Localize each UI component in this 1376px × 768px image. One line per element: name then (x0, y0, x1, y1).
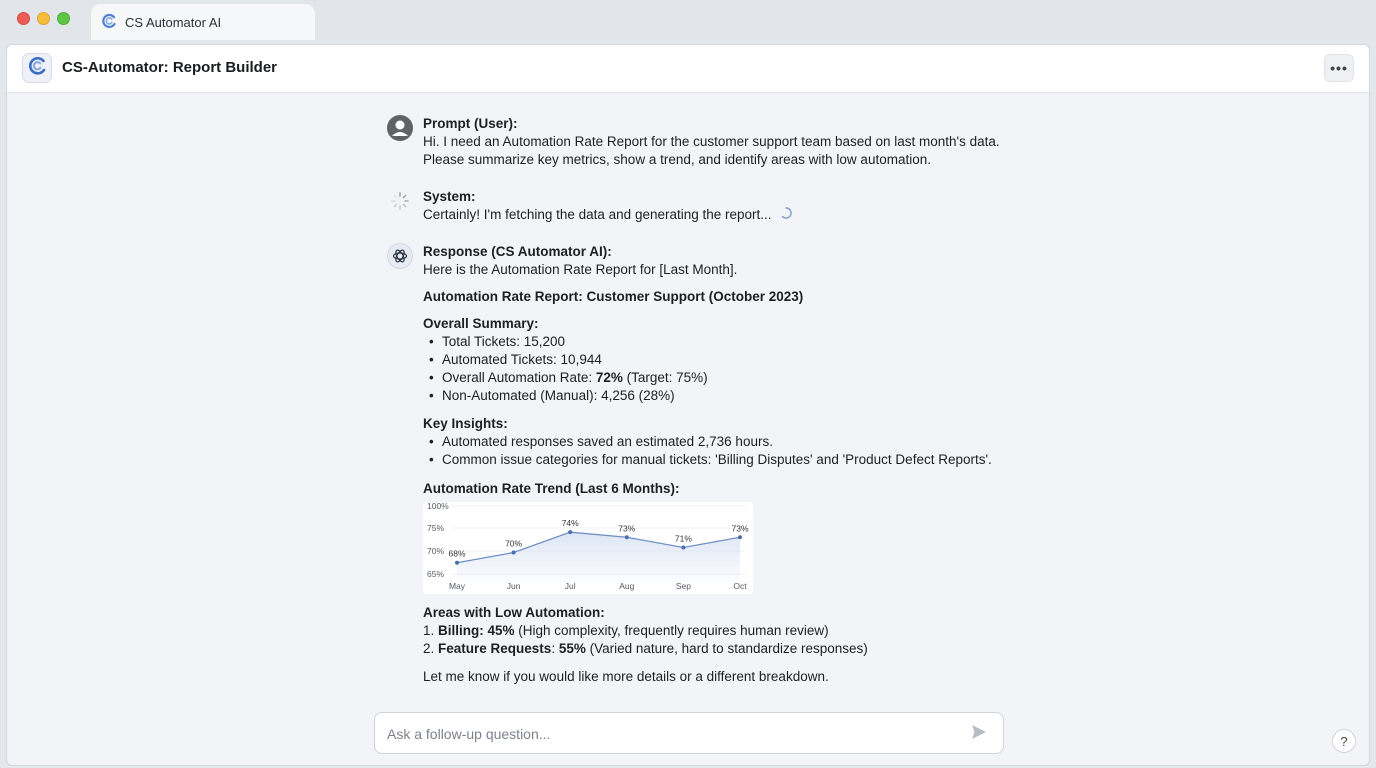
data-point (681, 545, 685, 549)
data-point (568, 530, 572, 534)
rate-value: 72% (595, 370, 623, 385)
trend-chart-svg (423, 502, 753, 594)
app-header (7, 45, 1369, 93)
rate-target: (Target: 75%) (622, 370, 708, 385)
item-sep: : (551, 641, 559, 656)
list-item: • Common issue categories for manual tickets: 'Billing Disputes' and 'Product Defect Reports'. (429, 451, 1013, 469)
window-titlebar (0, 0, 1376, 40)
item-number: 1. (423, 623, 439, 638)
item-desc: (High complexity, frequently requires human review) (514, 623, 829, 638)
data-point (512, 551, 516, 555)
low-automation-heading: Areas with Low Automation: (423, 605, 605, 620)
y-tick-label: 75% (427, 523, 445, 533)
tab-title: CS Automator AI (125, 14, 222, 30)
item-desc: (Varied nature, hard to standardize responses) (585, 641, 868, 656)
x-tick-label: Sep (675, 581, 691, 591)
data-point (738, 535, 742, 539)
trend-heading: Automation Rate Trend (Last 6 Months): (423, 481, 680, 496)
app-logo-icon (101, 13, 117, 32)
user-message-line: Please summarize key metrics, show a trend, and identify areas with low automation. (423, 152, 931, 167)
summary-list (429, 333, 1013, 405)
y-tick-label: 70% (427, 546, 445, 556)
user-message-line: Hi. I need an Automation Rate Report for the customer support team based on last month's data. (423, 134, 1000, 149)
item-name: Feature Requests (438, 641, 552, 656)
page-title: CS-Automator: Report Builder (62, 59, 277, 76)
help-button[interactable]: ? (1332, 729, 1356, 753)
list-item: • Non-Automated (Manual): 4,256 (28%) (429, 387, 1013, 405)
loading-arc-icon (780, 206, 792, 224)
list-item (423, 622, 1013, 640)
ai-avatar-icon (387, 243, 413, 269)
y-tick-label: 65% (427, 569, 445, 579)
item-name: Billing: 45% (438, 623, 515, 638)
browser-tab[interactable] (91, 4, 315, 40)
data-point (625, 535, 629, 539)
x-tick-label: Aug (619, 581, 635, 591)
item-number: 2. (423, 641, 439, 656)
system-message-title: System: (423, 189, 476, 204)
report-title: Automation Rate Report: Customer Support (October 2023) (423, 289, 804, 304)
data-label: 73% (731, 523, 749, 534)
close-window-button[interactable] (17, 12, 30, 25)
data-label: 70% (505, 538, 523, 549)
maximize-window-button[interactable] (57, 12, 70, 25)
list-item (423, 640, 1013, 658)
minimize-window-button[interactable] (37, 12, 50, 25)
y-tick-label: 100% (427, 502, 449, 511)
data-label: 74% (561, 518, 579, 529)
x-tick-label: Jun (506, 581, 521, 591)
x-tick-label: Jul (564, 581, 576, 591)
insights-list (429, 433, 1013, 469)
low-automation-list (423, 622, 1013, 658)
x-tick-label: Oct (733, 581, 747, 591)
user-message-title: Prompt (User): (423, 116, 518, 131)
data-point (455, 561, 459, 565)
system-message-text: Certainly! I'm fetching the data and generating the report... (423, 207, 772, 222)
send-icon (970, 723, 988, 746)
app-logo (22, 53, 52, 83)
item-value: 55% (558, 641, 586, 656)
data-label: 73% (618, 523, 636, 534)
follow-up-input-box[interactable] (374, 712, 1004, 754)
list-item: • Total Tickets: 15,200 (429, 333, 1013, 351)
summary-heading: Overall Summary: (423, 316, 539, 331)
trend-area (457, 532, 740, 582)
insights-heading: Key Insights: (423, 416, 508, 431)
follow-up-input[interactable] (387, 723, 947, 745)
loading-spinner-icon (387, 188, 413, 214)
rate-prefix: Overall Automation Rate: (442, 370, 596, 385)
send-button[interactable] (969, 724, 989, 744)
app-window (6, 44, 1370, 766)
closing-text: Let me know if you would like more details or a different breakdown. (423, 669, 829, 684)
list-item: • Automated responses saved an estimated 2,736 hours. (429, 433, 1013, 451)
list-item: • Automated Tickets: 10,944 (429, 351, 1013, 369)
data-label: 71% (674, 533, 692, 544)
trend-chart (423, 502, 753, 594)
ai-response-intro: Here is the Automation Rate Report for [Last Month]. (423, 262, 738, 277)
x-tick-label: May (448, 581, 466, 591)
user-avatar-icon (387, 115, 413, 141)
app-logo-icon (27, 56, 47, 81)
data-label: 68% (448, 548, 466, 559)
ai-response-title: Response (CS Automator AI): (423, 244, 612, 259)
more-options-button[interactable]: ••• (1324, 54, 1354, 82)
list-item (429, 369, 1013, 387)
